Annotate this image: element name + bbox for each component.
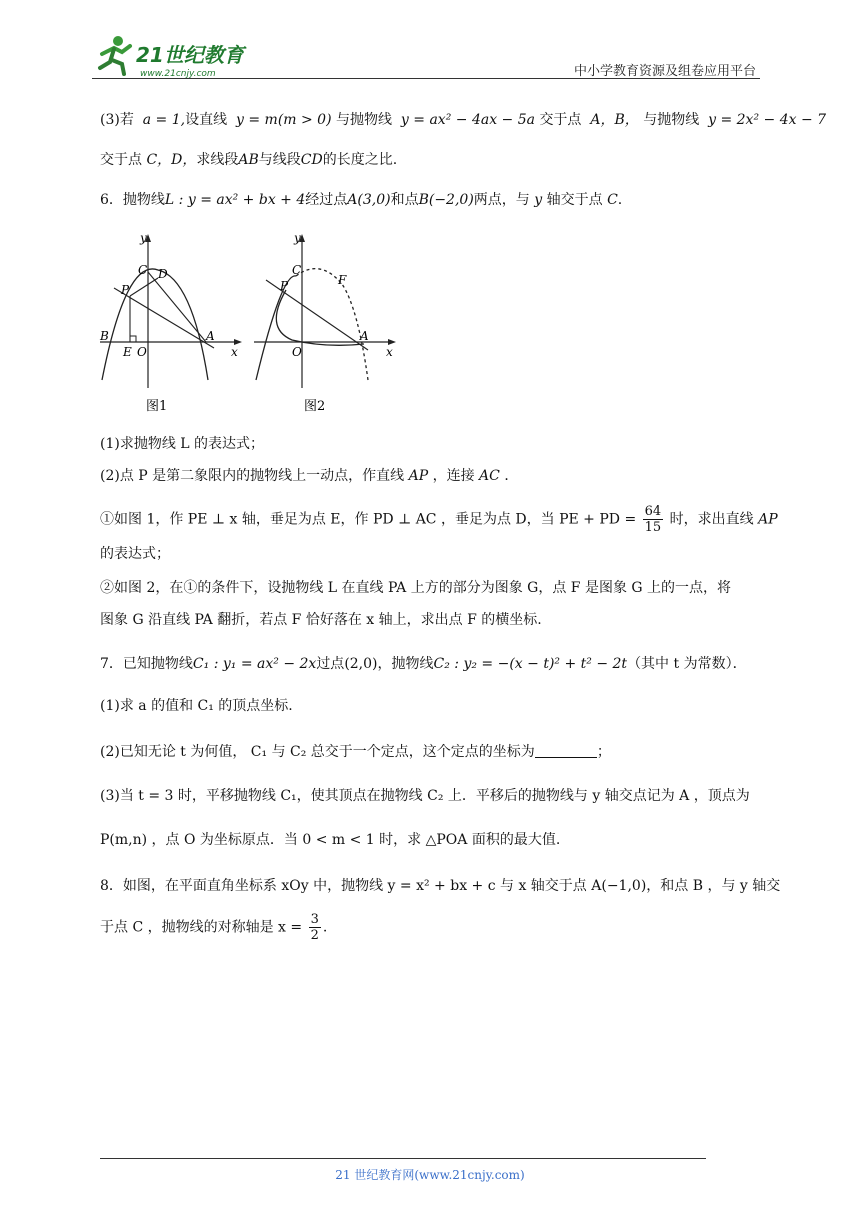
fig2-label-C: C	[292, 263, 302, 277]
q5-part3-line1: (3)若 a = 1,设直线 y = m(m > 0) 与抛物线 y = ax² − 4ax − 5a 交于点 A，B， 与抛物线 y = 2x² − 4x − 7	[100, 112, 827, 128]
platform-name: 中小学教育资源及组卷应用平台	[573, 64, 756, 79]
fig2-label-F: F	[338, 273, 347, 287]
fig1-label-A: A	[206, 329, 215, 343]
header-divider	[92, 78, 760, 79]
q7-statement: 7．已知抛物线C₁ : y₁ = ax² − 2x过点(2,0)，抛物线C₂ : y₂ = −(x − t)² + t² − 2t（其中 t 为常数）．	[100, 656, 747, 672]
runner-icon	[100, 36, 130, 74]
figure-2	[254, 231, 396, 414]
q6-part4-line1: ②如图 2，在①的条件下，设抛物线 L 在直线 PA 上方的部分为图象 G，点 F 是图象 G 上的一点，将	[100, 580, 732, 596]
q7-part3-line2: P(m,n) ，点 O 为坐标原点．当 0 < m < 1 时，求 △POA 面积的最大值.	[100, 832, 561, 848]
q6-part1: (1)求抛物线 L 的表达式；	[100, 436, 265, 452]
q5-part3-line2: 交于点 C，D，求线段AB与线段CD的长度之比.	[100, 152, 398, 168]
fig1-label-P: P	[121, 283, 130, 297]
fraction-3-2: $\frac{3}{2}$	[310, 912, 319, 943]
fig1-label-D: D	[158, 267, 168, 281]
site-logo	[92, 32, 262, 80]
q8-line1: 8．如图，在平面直角坐标系 xOy 中，抛物线 y = x² + bx + c 与 x 轴交于点 A(−1,0)，和点 B ，与 y 轴交	[100, 878, 781, 894]
q6-statement: 6．抛物线L : y = ax² + bx + 4经过点A(3,0)和点B(−2,0)两点，与 y 轴交于点 C.	[100, 192, 623, 208]
logo-url: www.21cnjy.com	[140, 69, 216, 79]
fig2-label-A: A	[360, 329, 369, 343]
fig1-label-y: y	[140, 231, 147, 245]
logo-text: 21世纪教育	[136, 43, 244, 67]
fig2-caption: 图2	[304, 399, 326, 414]
figure-1	[99, 231, 242, 414]
q6-figures	[96, 228, 408, 420]
fig2-label-P: P	[280, 279, 289, 293]
q7-part1: (1)求 a 的值和 C₁ 的顶点坐标.	[100, 698, 293, 714]
footer-site[interactable]: 21 世纪教育网(www.21cnjy.com)	[335, 1168, 525, 1182]
fig1-label-C: C	[138, 263, 148, 277]
q7-part3-line1: (3)当 t = 3 时，平移抛物线 C₁，使其顶点在抛物线 C₂ 上．平移后的抛物线与 y 轴交点记为 A ，顶点为	[100, 788, 750, 804]
fig1-label-O: O	[137, 345, 147, 359]
fig1-label-B: B	[100, 329, 109, 343]
fig2-label-O: O	[292, 345, 302, 359]
q8-line2: 于点 C ，抛物线的对称轴是 x = $\frac{3}{2}$ .	[100, 912, 328, 943]
fig1-caption: 图1	[146, 399, 168, 414]
q6-part3-cont: 的表达式；	[100, 546, 170, 562]
fig1-label-x: x	[231, 345, 238, 359]
footer-divider	[100, 1158, 706, 1159]
fig2-label-x: x	[386, 345, 393, 359]
q6-part4-line2: 图象 G 沿直线 PA 翻折，若点 F 恰好落在 x 轴上，求出点 F 的横坐标.	[100, 612, 542, 628]
page-header	[92, 32, 760, 80]
fig1-label-E: E	[123, 345, 132, 359]
fig2-label-y: y	[294, 231, 301, 245]
q6-part3: ①如图 1，作 PE ⊥ x 轴，垂足为点 E，作 PD ⊥ AC ，垂足为点 D，当 PE + PD = $\frac{64}{15}$ 时，求出直线 AP	[100, 504, 778, 535]
q6-part2: (2)点 P 是第二象限内的抛物线上一动点，作直线 AP ，连接 AC ．	[100, 468, 519, 484]
answer-blank[interactable]	[535, 743, 597, 758]
fraction-64-15: $\frac{64}{15}$	[644, 504, 662, 535]
q7-part2: (2)已知无论 t 为何值， C₁ 与 C₂ 总交于一个定点，这个定点的坐标为 ；	[100, 744, 611, 760]
